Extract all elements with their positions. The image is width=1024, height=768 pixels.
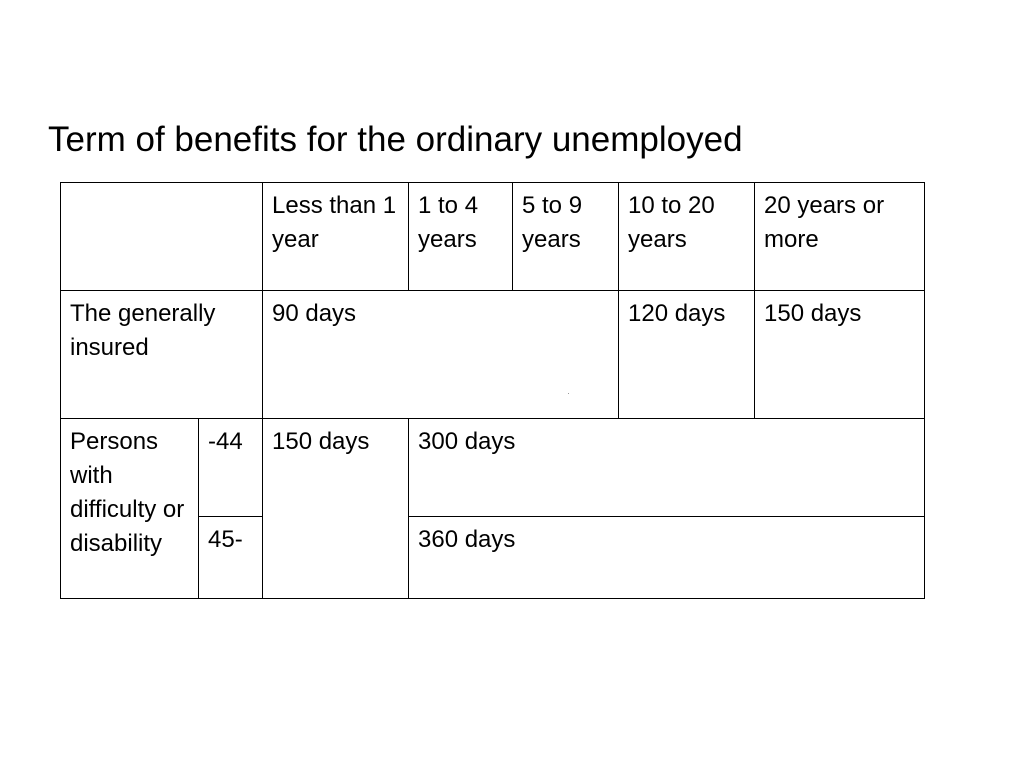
table-row-generally-insured	[61, 291, 925, 419]
cell-generally-10-to-20-years: 120 days	[619, 291, 755, 419]
cell-generally-20-years-or-more: 150 days	[755, 291, 925, 419]
header-1-to-4-years: 1 to 4 years	[409, 183, 513, 291]
header-less-than-1-year: Less than 1 year	[263, 183, 409, 291]
age-group-45-plus: 45-	[199, 517, 263, 599]
header-10-to-20-years: 10 to 20 years	[619, 183, 755, 291]
header-20-years-or-more: 20 years or more	[755, 183, 925, 291]
table-row-difficulty-under-45	[61, 419, 925, 517]
cell-difficulty-less-than-1-year: 150 days	[263, 419, 409, 599]
table-header-row	[61, 183, 925, 291]
age-group-under-45: -44	[199, 419, 263, 517]
cell-difficulty-under-45-1-year-plus: 300 days	[409, 419, 925, 517]
cell-generally-under-10-years: 90 days	[263, 291, 619, 419]
header-corner-cell	[61, 183, 263, 291]
benefits-table	[60, 182, 925, 599]
header-5-to-9-years: 5 to 9 years	[513, 183, 619, 291]
row-label-generally-insured: The generally insured	[61, 291, 263, 419]
stray-dot	[568, 393, 569, 394]
cell-difficulty-45-plus-1-year-plus: 360 days	[409, 517, 925, 599]
row-label-persons-with-difficulty: Persons with difficulty or disability	[61, 419, 199, 599]
page-title: Term of benefits for the ordinary unemployed	[48, 120, 743, 159]
